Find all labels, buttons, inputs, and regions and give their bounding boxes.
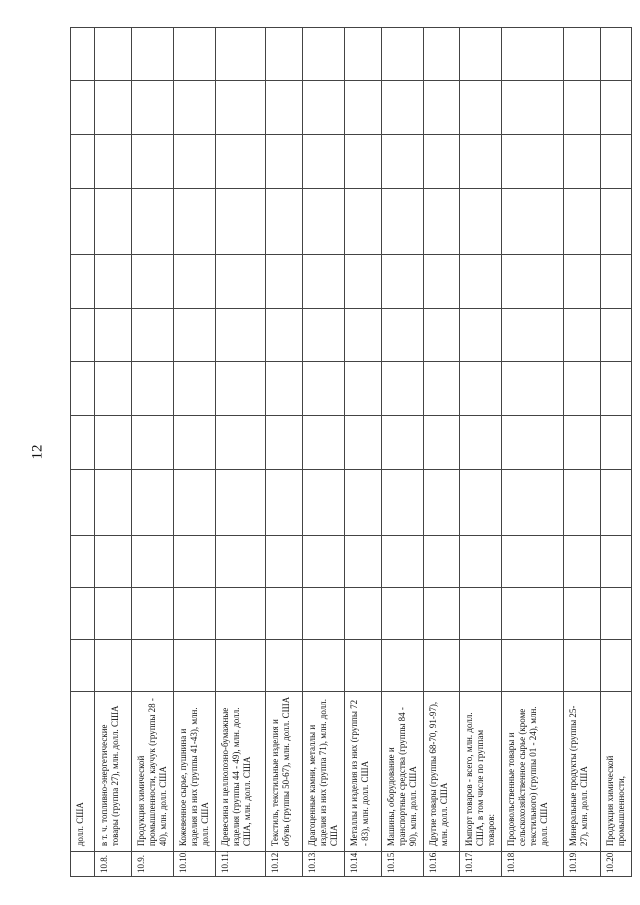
value-cell: [345, 188, 382, 254]
value-cell: [266, 80, 303, 134]
value-cell: [216, 639, 266, 691]
value-cell: [174, 470, 216, 536]
value-cell: [132, 134, 174, 188]
row-number: 10.19.: [564, 852, 601, 877]
row-description: Другие товары (группы 68-70, 91-97), млн. долл. США: [424, 691, 460, 851]
row-number: [71, 852, 95, 877]
row-description: долл. США: [71, 691, 95, 851]
value-cell: [424, 134, 460, 188]
value-cell: [303, 536, 345, 588]
table-row: [174, 28, 216, 877]
value-cell: [502, 188, 564, 254]
value-cell: [564, 536, 601, 588]
table-row: [266, 28, 303, 877]
value-cell: [216, 134, 266, 188]
value-cell: [174, 80, 216, 134]
value-cell: [303, 639, 345, 691]
value-cell: [382, 639, 424, 691]
value-cell: [95, 28, 132, 81]
value-cell: [424, 536, 460, 588]
row-description: Минеральные продукты (группы 25-27), млн. долл. США: [564, 691, 601, 851]
value-cell: [345, 416, 382, 470]
table-row: [71, 28, 95, 877]
value-cell: [174, 254, 216, 308]
row-description: Кожевенное сырье, пушнина и изделия из них (группы 41-43), млн. долл. США: [174, 691, 216, 851]
row-number: 10.17.: [460, 852, 502, 877]
data-table: [70, 27, 632, 877]
row-description: Металлы и изделия из них (группы 72 - 83), млн. долл. США: [345, 691, 382, 851]
value-cell: [601, 134, 632, 188]
value-cell: [424, 308, 460, 362]
value-cell: [71, 470, 95, 536]
value-cell: [564, 470, 601, 536]
value-cell: [132, 536, 174, 588]
row-number: 10.20.: [601, 852, 632, 877]
value-cell: [564, 80, 601, 134]
row-number: 10.14.: [345, 852, 382, 877]
value-cell: [564, 588, 601, 640]
value-cell: [216, 588, 266, 640]
value-cell: [266, 134, 303, 188]
value-cell: [382, 254, 424, 308]
value-cell: [266, 416, 303, 470]
value-cell: [71, 80, 95, 134]
value-cell: [382, 134, 424, 188]
value-cell: [174, 588, 216, 640]
value-cell: [303, 470, 345, 536]
value-cell: [382, 588, 424, 640]
row-description: Текстиль, текстильные изделия и обувь (группы 50-67), млн. долл. США: [266, 691, 303, 851]
value-cell: [601, 254, 632, 308]
value-cell: [266, 308, 303, 362]
value-cell: [382, 28, 424, 81]
value-cell: [345, 362, 382, 416]
value-cell: [382, 416, 424, 470]
value-cell: [174, 639, 216, 691]
value-cell: [502, 362, 564, 416]
value-cell: [460, 536, 502, 588]
table-row: [95, 28, 132, 877]
value-cell: [71, 639, 95, 691]
value-cell: [345, 588, 382, 640]
value-cell: [564, 254, 601, 308]
table-row: [502, 28, 564, 877]
value-cell: [382, 536, 424, 588]
value-cell: [345, 308, 382, 362]
value-cell: [132, 28, 174, 81]
value-cell: [95, 308, 132, 362]
table-row: [460, 28, 502, 877]
table-row: [564, 28, 601, 877]
value-cell: [303, 588, 345, 640]
value-cell: [601, 80, 632, 134]
value-cell: [564, 28, 601, 81]
value-cell: [502, 28, 564, 81]
value-cell: [424, 470, 460, 536]
value-cell: [502, 134, 564, 188]
value-cell: [382, 188, 424, 254]
row-number: 10.12.: [266, 852, 303, 877]
value-cell: [216, 188, 266, 254]
value-cell: [460, 308, 502, 362]
value-cell: [601, 536, 632, 588]
value-cell: [303, 134, 345, 188]
value-cell: [95, 416, 132, 470]
value-cell: [502, 254, 564, 308]
table-row: [303, 28, 345, 877]
value-cell: [424, 254, 460, 308]
row-number: 10.9.: [132, 852, 174, 877]
value-cell: [424, 416, 460, 470]
value-cell: [132, 639, 174, 691]
row-number: 10.18.: [502, 852, 564, 877]
value-cell: [266, 188, 303, 254]
row-number: 10.8.: [95, 852, 132, 877]
table-row: [345, 28, 382, 877]
row-description: Древесина и целлюлозно-бумажные изделия (группы 44 - 49), млн. долл. США, млн. долл. США: [216, 691, 266, 851]
value-cell: [303, 188, 345, 254]
value-cell: [266, 588, 303, 640]
table-row: [601, 28, 632, 877]
value-cell: [601, 470, 632, 536]
value-cell: [382, 362, 424, 416]
value-cell: [216, 254, 266, 308]
row-description: Импорт товаров - всего, млн. долл. США, в том числе по группам товаров:: [460, 691, 502, 851]
row-description: Продукция химической промышленности,: [601, 691, 632, 851]
value-cell: [460, 254, 502, 308]
row-description: в т. ч. топливно-энергетические товары (группа 27), млн. долл. США: [95, 691, 132, 851]
value-cell: [601, 416, 632, 470]
value-cell: [71, 416, 95, 470]
value-cell: [132, 416, 174, 470]
value-cell: [345, 639, 382, 691]
value-cell: [95, 470, 132, 536]
value-cell: [216, 470, 266, 536]
value-cell: [266, 639, 303, 691]
value-cell: [71, 536, 95, 588]
value-cell: [95, 536, 132, 588]
value-cell: [345, 470, 382, 536]
value-cell: [502, 80, 564, 134]
row-number: 10.15.: [382, 852, 424, 877]
value-cell: [71, 188, 95, 254]
value-cell: [601, 639, 632, 691]
value-cell: [95, 80, 132, 134]
value-cell: [132, 362, 174, 416]
value-cell: [564, 188, 601, 254]
value-cell: [216, 80, 266, 134]
value-cell: [564, 639, 601, 691]
value-cell: [95, 639, 132, 691]
value-cell: [216, 536, 266, 588]
value-cell: [382, 470, 424, 536]
value-cell: [174, 416, 216, 470]
value-cell: [174, 308, 216, 362]
row-description: Драгоценные камни, металлы и изделия из них (группа 71), млн. долл. США: [303, 691, 345, 851]
value-cell: [95, 134, 132, 188]
table-row: [132, 28, 174, 877]
value-cell: [601, 362, 632, 416]
value-cell: [303, 362, 345, 416]
value-cell: [132, 80, 174, 134]
value-cell: [216, 308, 266, 362]
value-cell: [71, 362, 95, 416]
value-cell: [303, 308, 345, 362]
value-cell: [71, 254, 95, 308]
value-cell: [424, 188, 460, 254]
value-cell: [601, 188, 632, 254]
row-number: 10.11.: [216, 852, 266, 877]
value-cell: [95, 254, 132, 308]
value-cell: [460, 639, 502, 691]
value-cell: [502, 639, 564, 691]
value-cell: [174, 536, 216, 588]
value-cell: [95, 188, 132, 254]
value-cell: [345, 28, 382, 81]
value-cell: [174, 134, 216, 188]
value-cell: [460, 28, 502, 81]
value-cell: [132, 254, 174, 308]
row-number: 10.16.: [424, 852, 460, 877]
value-cell: [132, 470, 174, 536]
value-cell: [216, 416, 266, 470]
value-cell: [601, 308, 632, 362]
value-cell: [460, 362, 502, 416]
value-cell: [424, 362, 460, 416]
value-cell: [71, 308, 95, 362]
value-cell: [424, 80, 460, 134]
value-cell: [564, 362, 601, 416]
value-cell: [345, 536, 382, 588]
value-cell: [460, 134, 502, 188]
value-cell: [345, 254, 382, 308]
value-cell: [216, 28, 266, 81]
value-cell: [424, 28, 460, 81]
value-cell: [71, 588, 95, 640]
value-cell: [266, 254, 303, 308]
value-cell: [601, 28, 632, 81]
value-cell: [303, 80, 345, 134]
value-cell: [460, 188, 502, 254]
value-cell: [424, 639, 460, 691]
page-number: 12: [29, 444, 46, 460]
value-cell: [382, 80, 424, 134]
row-description: Продовольственные товары и сельскохозяйственное сырье (кроме текстильного) (группы 01 - 24), млн. долл. США: [502, 691, 564, 851]
value-cell: [424, 588, 460, 640]
value-cell: [345, 134, 382, 188]
value-cell: [266, 536, 303, 588]
row-number: 10.13.: [303, 852, 345, 877]
value-cell: [95, 588, 132, 640]
value-cell: [174, 28, 216, 81]
value-cell: [502, 536, 564, 588]
value-cell: [216, 362, 266, 416]
row-description: Продукция химической промышленности, каучук (группы 28 - 40), млн. долл. США: [132, 691, 174, 851]
value-cell: [132, 188, 174, 254]
value-cell: [303, 28, 345, 81]
value-cell: [71, 28, 95, 81]
value-cell: [95, 362, 132, 416]
value-cell: [564, 308, 601, 362]
value-cell: [303, 254, 345, 308]
value-cell: [266, 28, 303, 81]
value-cell: [460, 470, 502, 536]
table-row: [424, 28, 460, 877]
value-cell: [502, 588, 564, 640]
value-cell: [345, 80, 382, 134]
table-row: [382, 28, 424, 877]
row-number: 10.10.: [174, 852, 216, 877]
value-cell: [174, 188, 216, 254]
value-cell: [564, 416, 601, 470]
value-cell: [266, 470, 303, 536]
table-row: [216, 28, 266, 877]
rotated-table-container: [70, 27, 626, 877]
value-cell: [502, 470, 564, 536]
value-cell: [460, 416, 502, 470]
value-cell: [174, 362, 216, 416]
value-cell: [460, 588, 502, 640]
value-cell: [266, 362, 303, 416]
value-cell: [382, 308, 424, 362]
value-cell: [132, 308, 174, 362]
value-cell: [71, 134, 95, 188]
value-cell: [132, 588, 174, 640]
value-cell: [564, 134, 601, 188]
row-description: Машины, оборудование и транспортные средства (группы 84 - 90), млн. долл. США: [382, 691, 424, 851]
value-cell: [502, 416, 564, 470]
value-cell: [303, 416, 345, 470]
value-cell: [502, 308, 564, 362]
value-cell: [601, 588, 632, 640]
value-cell: [460, 80, 502, 134]
